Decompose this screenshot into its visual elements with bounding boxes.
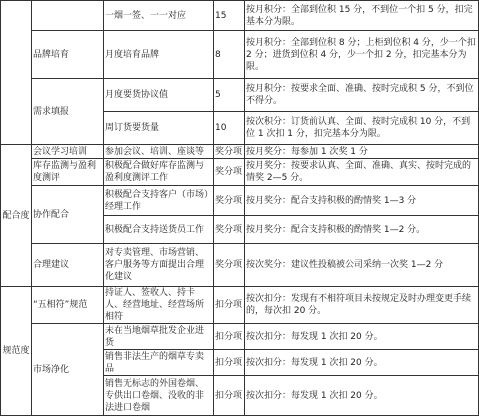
score-cell: 奖分项 (214, 244, 245, 287)
item-cell: 对专卖管理、市场营销、客户服务等方面提出合理化建议 (104, 244, 214, 287)
score-cell: 扣分项 (214, 376, 245, 416)
item-cell: 积极配合支持客户（市场）经理工作 (104, 186, 214, 216)
method-cell: 按次积分：订货前认真、全面、按时完成积 10 分，不到位 1 次扣 1 分，扣完基本分为限。 (245, 112, 479, 145)
method-cell: 按次扣分：每发现 1 次扣 20 分。 (245, 376, 479, 416)
table-row (1, 1, 479, 31)
subcategory-cell: 会议学习培训 (32, 145, 104, 159)
table-row (1, 159, 479, 186)
table-row (1, 287, 479, 324)
category-cell (1, 1, 32, 145)
subcategory-cell: 库存监测与盈利度测评 (32, 159, 104, 186)
method-cell: 按次奖分：建议性投稿被公司采纳一次奖 1—2 分 (245, 244, 479, 287)
item-cell: 周订货要货量 (104, 112, 214, 145)
method-cell: 按次扣分：每发现 1 次扣 20 分。 (245, 324, 479, 350)
score-cell: 奖分项 (214, 186, 245, 216)
score-cell: 8 (214, 31, 245, 79)
item-cell: 未在当地烟草批发企业进货 (104, 324, 214, 350)
method-cell: 按月奖分：每参加 1 次奖 1 分 (245, 145, 479, 159)
method-cell: 按月奖分：按要求认真、全面、准确、真实、按时完成的情奖 2—5 分。 (245, 159, 479, 186)
category-cell: 配合度 (1, 145, 32, 287)
item-cell: 一烟一签、一一对应 (104, 1, 214, 31)
score-cell: 奖分项 (214, 145, 245, 159)
item-cell: 销售无标志的外国卷烟、专供出口卷烟、没收的非法进口卷烟 (104, 376, 214, 416)
table-row (1, 324, 479, 350)
table-row (1, 244, 479, 287)
item-cell: 销售非法生产的烟草专卖品 (104, 350, 214, 376)
method-cell: 按次扣分：每发现 1 次扣 20 分。 (245, 350, 479, 376)
method-cell: 按月奖分：配合支持积极的酌情奖 1—2 分。 (245, 216, 479, 244)
score-cell: 10 (214, 112, 245, 145)
method-cell: 按月积分：全部到位积 15 分，不到位一个扣 5 分，扣完基本分为限。 (245, 1, 479, 31)
table-row (1, 186, 479, 216)
item-cell: 月度培育品牌 (104, 31, 214, 79)
method-cell: 按月积分：全部到位积 8 分；上柜到位积 4 分，少一个扣 2 分；进货到位积 4 分，少一个扣 2 分，扣完基本分为限。 (245, 31, 479, 79)
item-cell: 参加会议、培训、座谈等 (104, 145, 214, 159)
item-cell: 积极配合做好库存监测与盈利度测评工作 (104, 159, 214, 186)
subcategory-cell: “五相符”规范 (32, 287, 104, 324)
method-cell: 按次扣分：发现有不相符项目未按规定及时办理变更手续的，每次扣 20 分。 (245, 287, 479, 324)
item-cell: 持证人、签收人、持卡人、经营地址、经营场所相符 (104, 287, 214, 324)
score-cell: 5 (214, 79, 245, 112)
item-cell: 积极配合支持送货员工作 (104, 216, 214, 244)
score-cell: 扣分项 (214, 287, 245, 324)
item-cell: 月度要货协议值 (104, 79, 214, 112)
category-cell: 规范度 (1, 287, 32, 416)
score-cell: 15 (214, 1, 245, 31)
table-row (1, 79, 479, 112)
method-cell: 按月奖分：配合支持积极的酌情奖 1—3 分 (245, 186, 479, 216)
subcategory-cell: 品牌培育 (32, 31, 104, 79)
score-cell: 奖分项 (214, 216, 245, 244)
subcategory-cell: 市场净化 (32, 324, 104, 416)
score-cell: 扣分项 (214, 324, 245, 350)
subcategory-cell (32, 1, 104, 31)
score-cell: 扣分项 (214, 350, 245, 376)
subcategory-cell: 需求填报 (32, 79, 104, 145)
subcategory-cell: 协作配合 (32, 186, 104, 244)
method-cell: 按月积分：按要求全面、准确、按时完成积 5 分，不到位不得分。 (245, 79, 479, 112)
table-row (1, 31, 479, 79)
table-row (1, 145, 479, 159)
subcategory-cell: 合理建议 (32, 244, 104, 287)
score-cell: 奖分项 (214, 159, 245, 186)
